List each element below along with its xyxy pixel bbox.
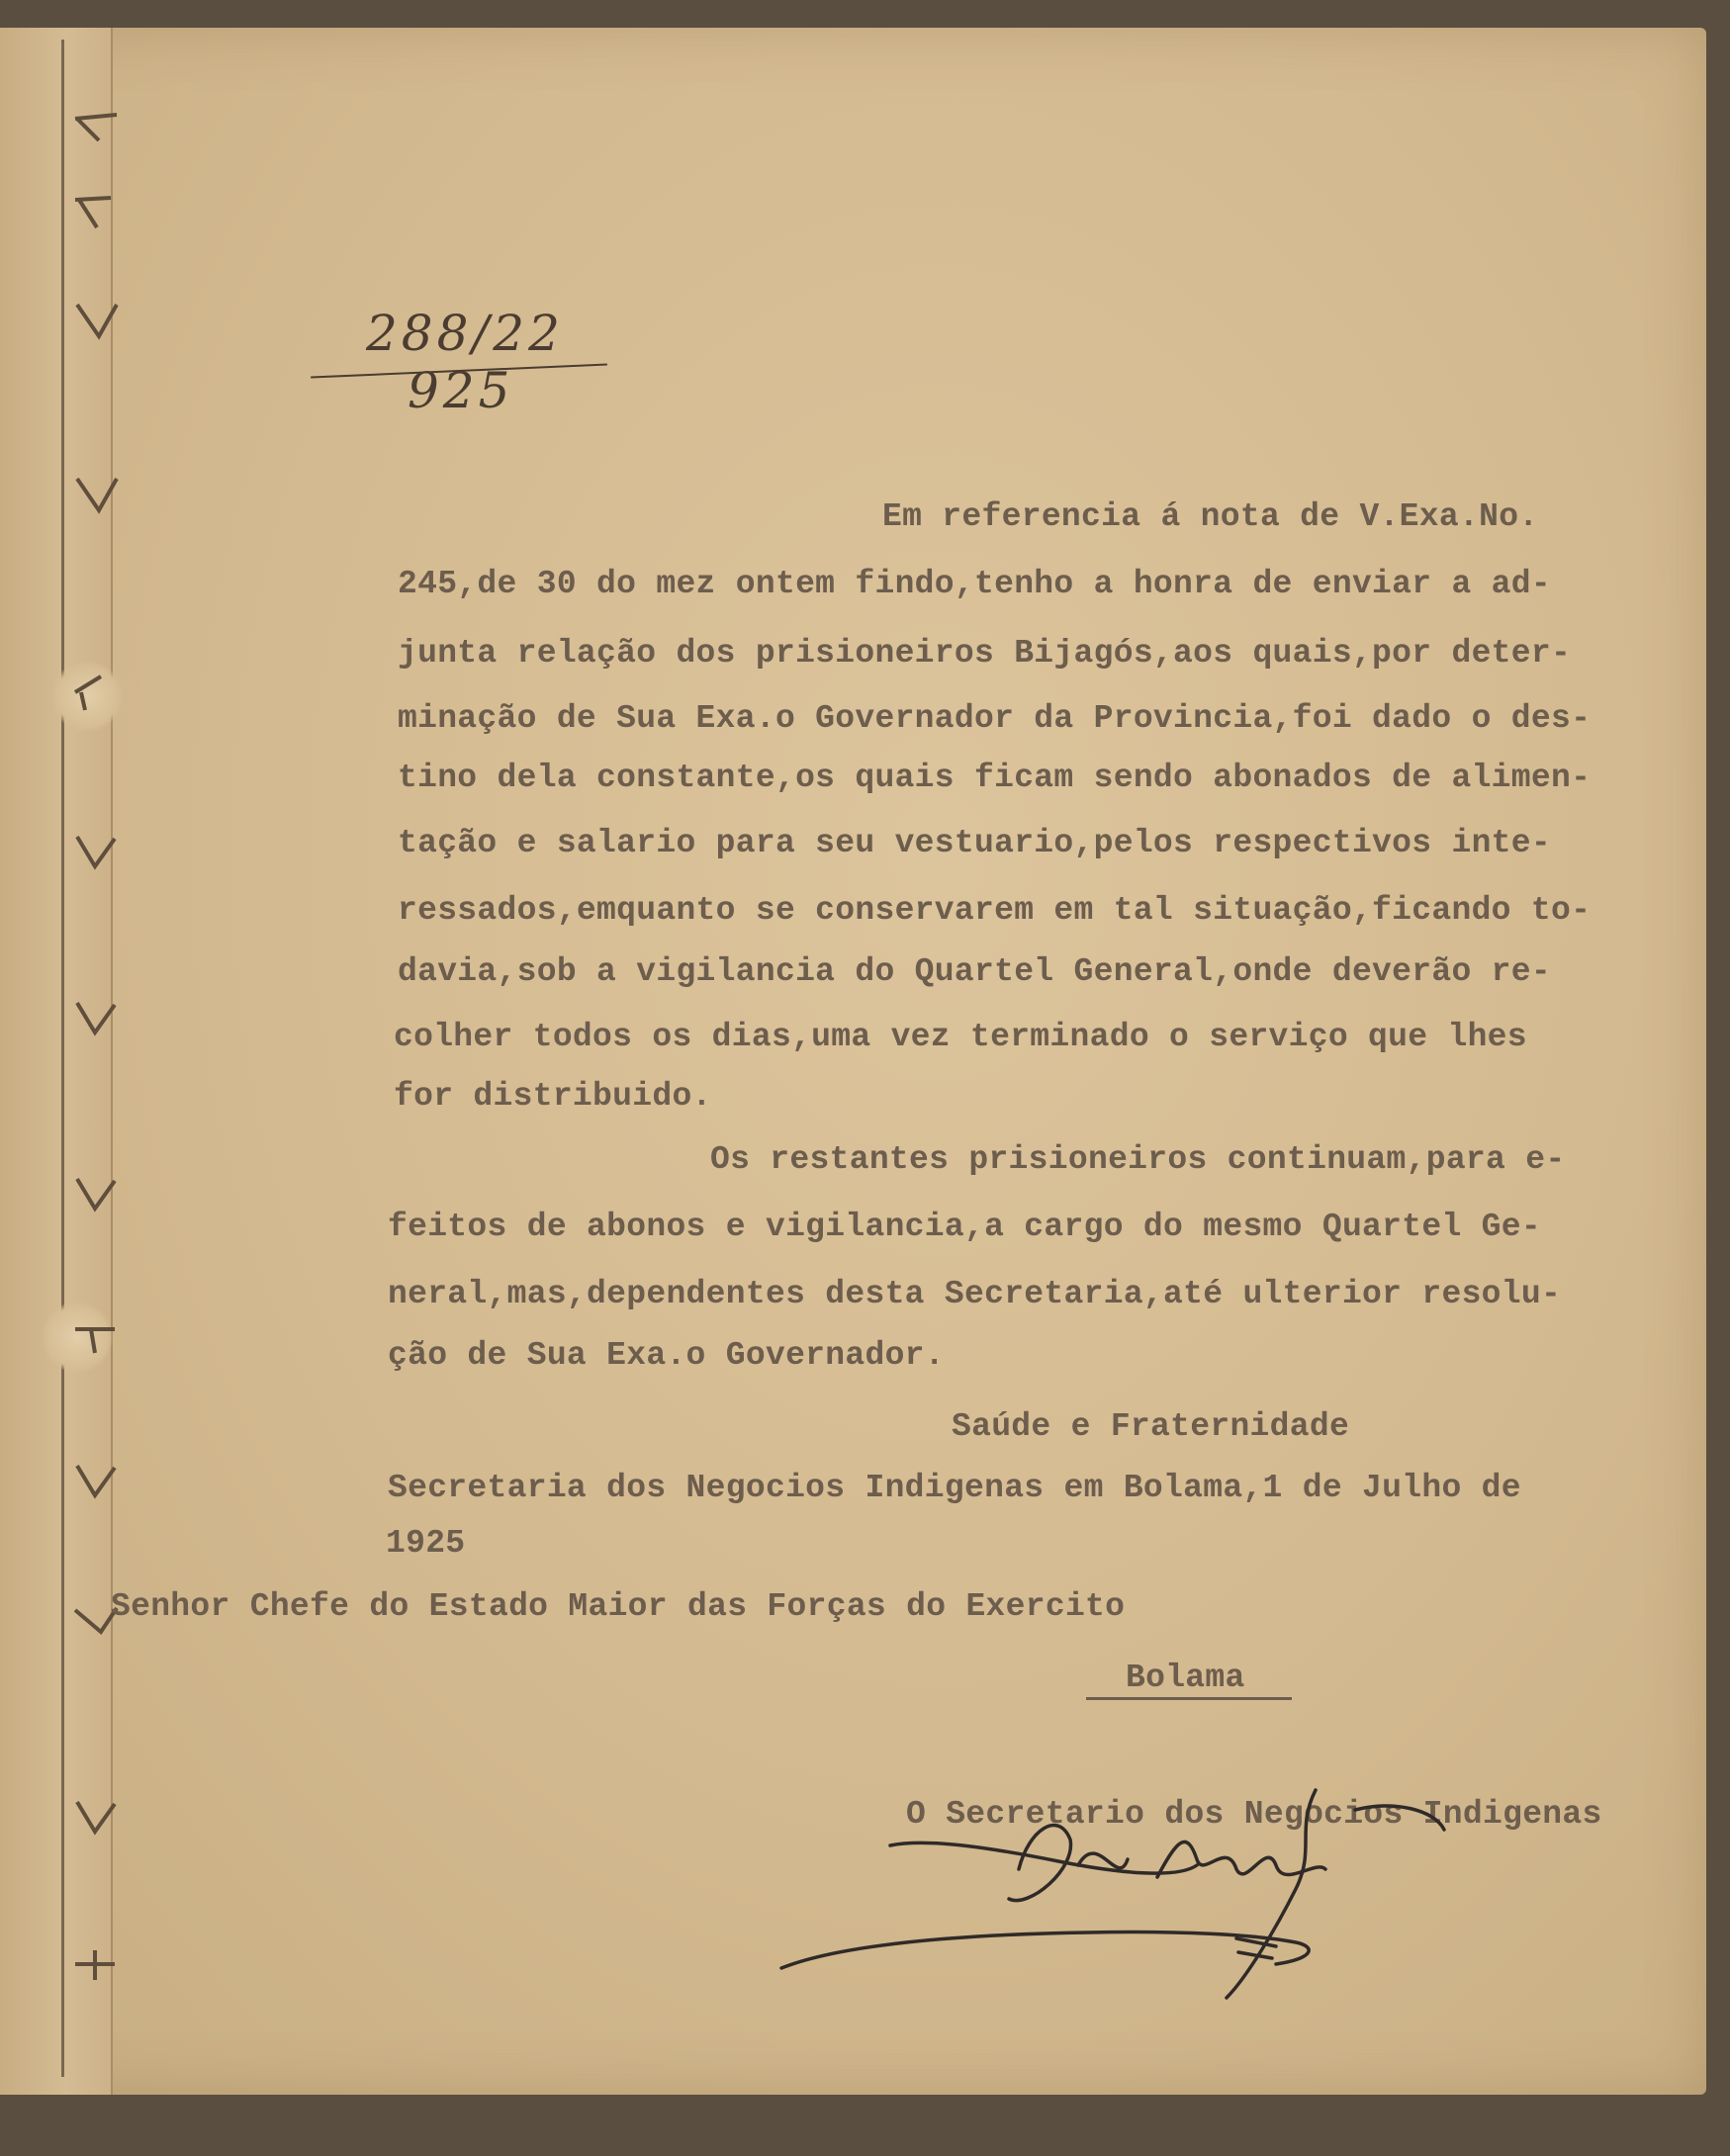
binding-stitch	[71, 475, 123, 514]
binding-stitch	[71, 1462, 123, 1501]
body-line: davia,sob a vigilancia do Quartel General,onde deverão re-	[398, 953, 1551, 990]
reference-number-bottom: 925	[408, 362, 514, 419]
addressee-city: Bolama	[1126, 1660, 1245, 1696]
binding-stitch	[71, 1944, 123, 1984]
greeting: Saúde e Fraternidade	[952, 1408, 1350, 1445]
addressee: Senhor Chefe do Estado Maior das Forças do Exercito	[111, 1588, 1126, 1625]
body-line: Os restantes prisioneiros continuam,para e-	[710, 1141, 1566, 1178]
reference-number	[297, 297, 623, 435]
binding-stitch	[71, 999, 123, 1038]
place-date: Secretaria dos Negocios Indigenas em Bolama,1 de Julho de	[388, 1470, 1521, 1506]
body-line: feitos de abonos e vigilancia,a cargo do mesmo Quartel Ge-	[388, 1209, 1541, 1245]
body-line: 245,de 30 do mez ontem findo,tenho a honra de enviar a ad-	[398, 566, 1551, 602]
body-line: for distribuido.	[394, 1078, 712, 1115]
binding-stitch	[71, 1175, 123, 1214]
binding-spine	[61, 40, 64, 2077]
binding-stitch	[71, 194, 123, 233]
city-underline	[1086, 1697, 1292, 1700]
binding-stitch	[71, 833, 123, 872]
body-line: tino dela constante,os quais ficam sendo abonados de alimen-	[398, 760, 1592, 796]
body-line: junta relação dos prisioneiros Bijagós,aos quais,por deter-	[398, 635, 1572, 672]
binding-stitch	[71, 1315, 123, 1355]
binding-stitch	[71, 301, 123, 340]
binding-stitch	[71, 1798, 123, 1838]
reference-number-top: 288/22	[366, 305, 564, 362]
signatory-title: O Secretario dos Negocios Indigenas	[906, 1796, 1602, 1833]
body-line: minação de Sua Exa.o Governador da Provincia,foi dado o des-	[398, 700, 1592, 737]
binding-stitch	[71, 107, 123, 146]
body-line: tação e salario para seu vestuario,pelos respectivos inte-	[398, 825, 1551, 861]
date-year: 1925	[386, 1525, 466, 1562]
body-line: neral,mas,dependentes desta Secretaria,até ulterior resolu-	[388, 1276, 1562, 1312]
handwritten-signature	[762, 1770, 1484, 2018]
binding-stitch	[71, 673, 123, 712]
body-line: colher todos os dias,uma vez terminado o serviço que lhes	[394, 1019, 1527, 1055]
body-line: Em referencia á nota de V.Exa.No.	[882, 498, 1539, 535]
body-line: ressados,emquanto se conservarem em tal situação,ficando to-	[398, 892, 1592, 929]
body-line: ção de Sua Exa.o Governador.	[388, 1337, 945, 1374]
